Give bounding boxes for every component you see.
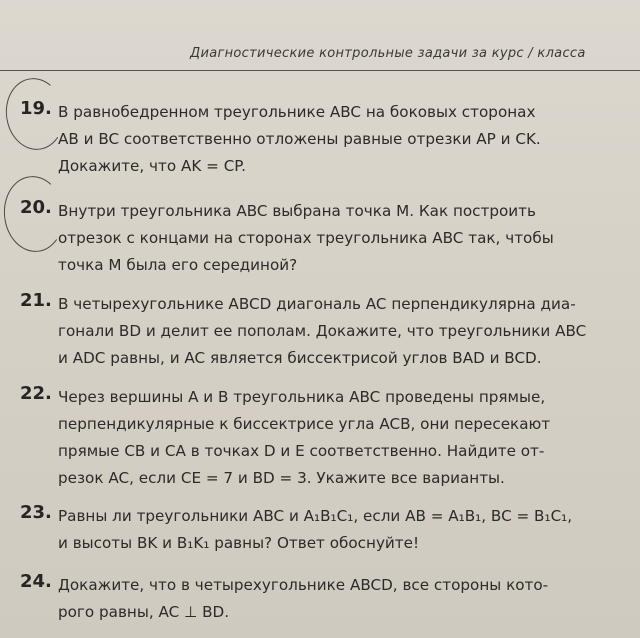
problem-line: гонали BD и делит ее пополам. Докажите, что треугольники ABC: [58, 322, 587, 340]
problem-text: [58, 572, 628, 626]
problem-text: [58, 384, 628, 492]
problem-line: и ADC равны, и AC является биссектрисой углов BAD и BCD.: [58, 349, 542, 367]
problem-number: 20.: [20, 197, 52, 218]
problem-line: AB и BC соответственно отложены равные отрезки AP и CK.: [58, 130, 541, 148]
problem-line: точка M была его серединой?: [58, 256, 298, 274]
problem-line: Равны ли треугольники ABC и A₁B₁C₁, если AB = A₁B₁, BC = B₁C₁,: [58, 507, 573, 525]
problem-text: [58, 503, 628, 557]
problem-line: и высоты BK и B₁K₁ равны? Ответ обоснуйте!: [58, 534, 420, 552]
problem-line: прямые CB и CA в точках D и E соответственно. Найдите от-: [58, 442, 545, 460]
page-header: Диагностические контрольные задачи за курс / класса: [190, 46, 586, 61]
problem-line: Внутри треугольника ABC выбрана точка M. Как построить: [58, 202, 536, 220]
problem-line: В равнобедренном треугольнике ABC на боковых сторонах: [58, 103, 536, 121]
problem-text: [58, 198, 628, 279]
problem-text: [58, 291, 628, 372]
problem-line: перпендикулярные к биссектрисе угла ACB, они пересекают: [58, 415, 551, 433]
header-divider: [0, 70, 640, 71]
problem-text: [58, 99, 628, 180]
problem-line: Докажите, что в четырехугольнике ABCD, все стороны кото-: [58, 576, 549, 594]
problem-line: рого равны, AC ⊥ BD.: [58, 603, 230, 621]
problem-line: В четырехугольнике ABCD диагональ AC перпендикулярна диа-: [58, 295, 576, 313]
problem-line: Докажите, что AK = CP.: [58, 157, 246, 175]
problem-number: 22.: [20, 383, 52, 404]
problem-line: Через вершины A и B треугольника ABC проведены прямые,: [58, 388, 546, 406]
problem-number: 19.: [20, 98, 52, 119]
problem-line: резок AC, если CE = 7 и BD = 3. Укажите все варианты.: [58, 469, 505, 487]
problem-line: отрезок с концами на сторонах треугольника ABC так, чтобы: [58, 229, 554, 247]
problem-number: 23.: [20, 502, 52, 523]
problem-number: 21.: [20, 290, 52, 311]
problem-number: 24.: [20, 571, 52, 592]
